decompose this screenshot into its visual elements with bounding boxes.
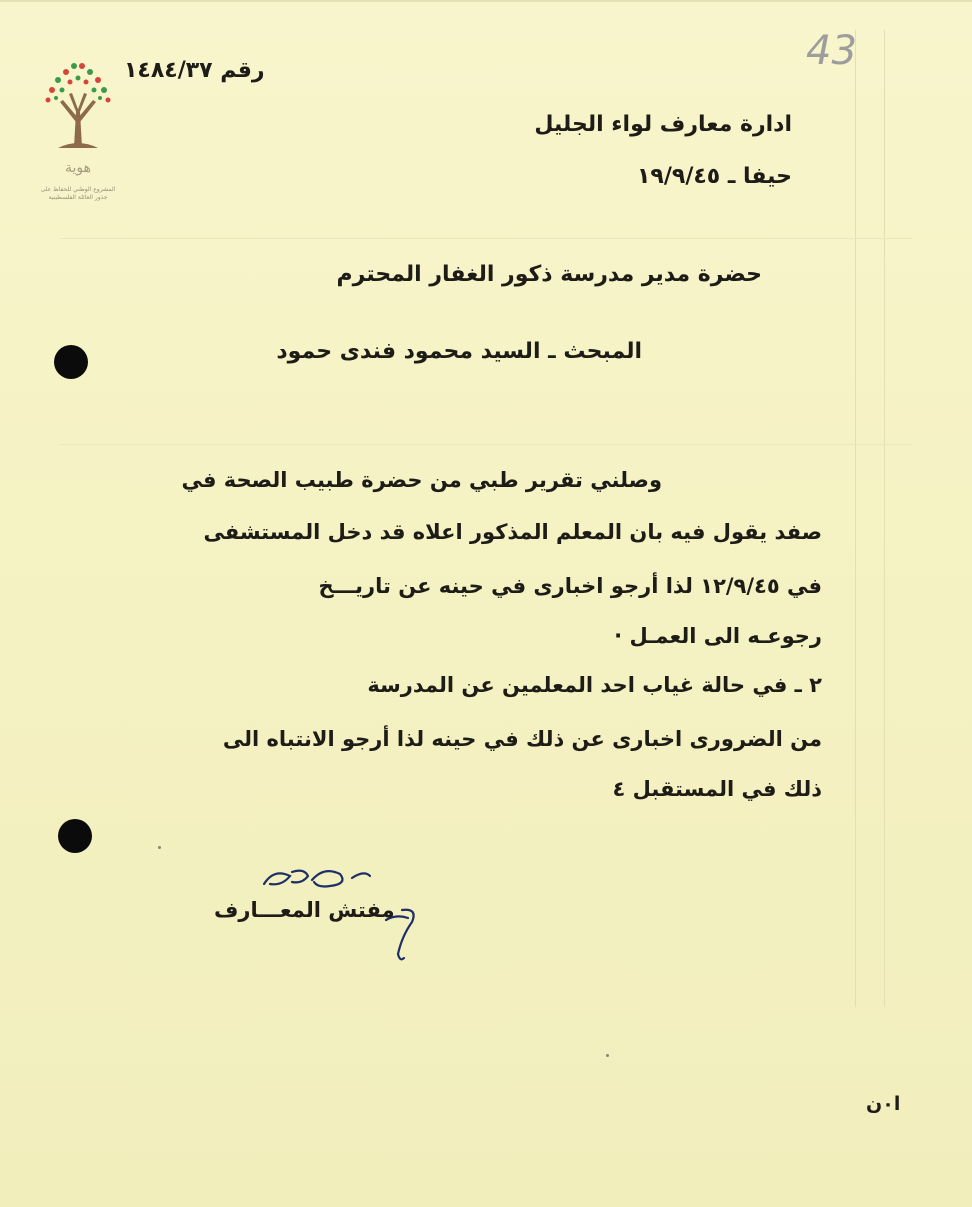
body-line: من الضرورى اخبارى عن ذلك في حينه لذا أرجو الانتباه الى — [222, 727, 822, 751]
paper-speck — [606, 1054, 609, 1057]
reference-number: رقم ١٤٨٤/٣٧ — [124, 58, 265, 83]
faint-horizontal-line — [60, 444, 912, 445]
punch-hole — [58, 819, 92, 853]
faint-horizontal-line — [60, 238, 912, 239]
faint-margin-line — [884, 30, 885, 1007]
signatory-title: مفتش المعـــارف — [214, 898, 395, 922]
addressee-line: حضرة مدير مدرسة ذكور الغفار المحترم — [336, 262, 762, 287]
body-line: وصلني تقرير طبي من حضرة طبيب الصحة في — [181, 468, 662, 492]
paper-speck — [158, 846, 161, 849]
body-line: رجوعـه الى العمـل · — [614, 624, 822, 648]
place-and-date: حيفا ـ ١٩/٩/٤٥ — [637, 164, 792, 189]
page-top-edge — [0, 0, 972, 2]
body-line: في ١٢/٩/٤٥ لذا أرجو اخبارى في حينه عن تاريـــخ — [318, 574, 822, 598]
body-line: ٢ ـ في حالة غياب احد المعلمين عن المدرسة — [367, 673, 822, 697]
logo-caption: المشروع الوطني للحفاظ على جذور العائلة الفلسطينية — [40, 186, 116, 201]
faint-margin-line — [855, 30, 856, 1007]
subject-line: المبحث ـ السيد محمود فندى حمود — [276, 339, 642, 364]
logo-label: هوية — [64, 160, 92, 176]
punch-hole — [54, 345, 88, 379]
typist-initials: ا٠ن — [866, 1093, 901, 1115]
department-name: ادارة معارف لواء الجليل — [534, 112, 792, 137]
handwritten-page-number: 43 — [806, 28, 857, 74]
body-line: صفد يقول فيه بان المعلم المذكور اعلاه قد دخل المستشفى — [203, 520, 822, 544]
body-line: ذلك في المستقبل ٤ — [612, 777, 822, 801]
